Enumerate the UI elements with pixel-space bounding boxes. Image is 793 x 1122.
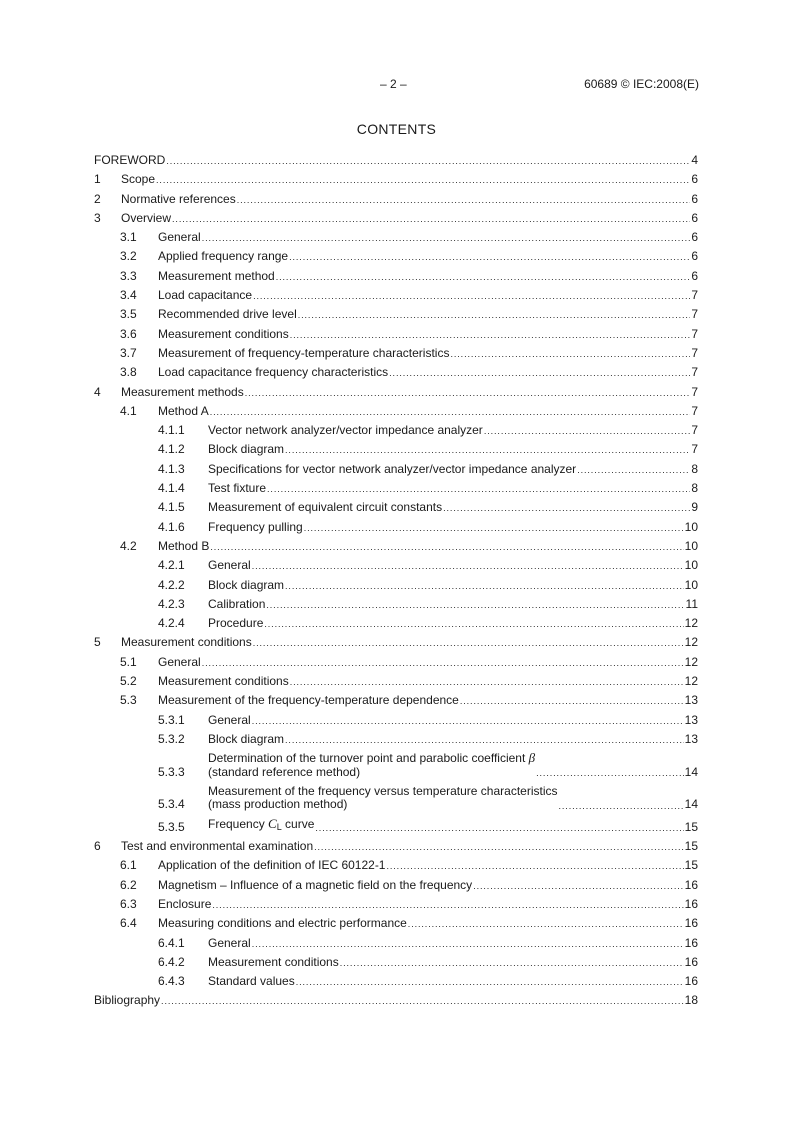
toc-entry[interactable]: [94, 269, 698, 283]
dot-leader: [577, 464, 690, 476]
toc-entry-number: 6.4.2: [158, 954, 185, 969]
toc-entry-title: Measurement conditions: [208, 954, 339, 969]
dot-leader: [484, 425, 691, 437]
toc-entry-number: 4.1.5: [158, 500, 185, 515]
toc-entry-page: 6: [691, 268, 698, 283]
dot-leader: [156, 174, 690, 186]
toc-entry-page: 7: [691, 384, 698, 399]
toc-entry-page: 16: [684, 896, 698, 911]
toc-entry-title: Measurement of equivalent circuit constants: [208, 500, 443, 515]
dot-leader: [172, 213, 690, 225]
dot-leader: [161, 995, 684, 1007]
toc-entry-page: 13: [684, 712, 698, 727]
toc-entry[interactable]: [94, 955, 698, 969]
toc-entry-title: Measurement conditions: [158, 674, 289, 689]
toc-entry[interactable]: [94, 858, 698, 872]
toc-entry-title: Normative references: [121, 191, 236, 206]
toc-entry[interactable]: [94, 713, 698, 727]
toc-entry-page: 18: [684, 993, 698, 1008]
toc-entry-page: 10: [684, 538, 698, 553]
toc-entry-title: Load capacitance: [158, 288, 253, 303]
toc-entry-page: 6: [691, 191, 698, 206]
dot-leader: [315, 822, 683, 834]
toc-entry-title: Method A: [158, 403, 209, 418]
dot-leader: [386, 860, 683, 872]
toc-entry-number: 4.1.4: [158, 481, 185, 496]
toc-entry-page: 15: [684, 839, 698, 854]
toc-entry-title: General: [158, 654, 201, 669]
toc-entry-number: 5.1: [120, 654, 137, 669]
toc-entry-page: 6: [691, 172, 698, 187]
toc-entry-page: 15: [684, 819, 698, 834]
toc-entry-page: 12: [684, 654, 698, 669]
dot-leader: [314, 841, 684, 853]
dot-leader: [253, 290, 690, 302]
toc-entry-number: 3.2: [120, 249, 137, 264]
toc-entry-title: Measurement conditions: [158, 326, 289, 341]
dot-leader: [252, 938, 684, 950]
dot-leader: [473, 880, 683, 892]
toc-entry-number: 5.3.2: [158, 731, 185, 746]
dot-leader: [290, 329, 691, 341]
toc-entry-page: 7: [691, 288, 698, 303]
toc-entry[interactable]: [94, 916, 698, 930]
toc-entry[interactable]: [94, 385, 698, 399]
toc-entry-title: Block diagram: [208, 731, 285, 746]
toc-entry-page: 14: [684, 797, 698, 811]
toc-entry-page: 4: [691, 153, 698, 167]
toc-entry-number: 4.1.2: [158, 442, 185, 457]
toc-entry-title: Standard values: [208, 974, 295, 989]
toc-entry[interactable]: [94, 897, 698, 911]
toc-entry-page: 13: [684, 731, 698, 746]
toc-entry[interactable]: [94, 839, 698, 853]
toc-entry[interactable]: [94, 500, 698, 514]
toc-entry-title: Bibliography: [94, 993, 161, 1008]
toc-entry[interactable]: [94, 481, 698, 495]
toc-entry-number: 5.3.4: [158, 797, 185, 811]
toc-entry[interactable]: [94, 288, 698, 302]
toc-entry[interactable]: [94, 404, 698, 418]
toc-entry-title: Block diagram: [208, 577, 285, 592]
dot-leader: [443, 502, 690, 514]
toc-entry-number: 6.4: [120, 916, 137, 931]
dot-leader: [304, 522, 684, 534]
toc-entry-page: 10: [684, 519, 698, 534]
toc-entry[interactable]: [94, 674, 698, 688]
toc-entry-title: Measurement conditions: [121, 635, 252, 650]
dot-leader: [408, 918, 684, 930]
toc-entry-number: 4: [94, 384, 101, 399]
toc-entry-page: 12: [684, 616, 698, 631]
dot-leader: [210, 406, 691, 418]
toc-entry-title: Specifications for vector network analyzer/vector impedance analyzer: [208, 461, 577, 476]
dot-leader: [202, 657, 684, 669]
toc-entry-title: General: [208, 935, 251, 950]
toc-entry-page: 16: [684, 935, 698, 950]
toc-entry-page: 7: [691, 442, 698, 457]
toc-entry[interactable]: [94, 693, 698, 707]
standard-reference: 60689 © IEC:2008(E): [584, 77, 699, 91]
dot-leader: [460, 695, 684, 707]
toc-entry-number: 4.2.1: [158, 558, 185, 573]
toc-entry-page: 11: [685, 596, 698, 611]
toc-entry-number: 3.8: [120, 365, 137, 380]
dot-leader: [285, 734, 684, 746]
toc-entry-title: Recommended drive level: [158, 307, 297, 322]
toc-entry[interactable]: [94, 817, 698, 834]
toc-entry[interactable]: [94, 558, 698, 572]
toc-entry[interactable]: [94, 616, 698, 630]
dot-leader: [296, 976, 684, 988]
toc-entry-page: 7: [691, 326, 698, 341]
toc-entry-page: 6: [691, 249, 698, 264]
table-of-contents: [94, 153, 698, 1013]
dot-leader: [212, 899, 683, 911]
dot-leader: [210, 541, 683, 553]
dot-leader: [166, 155, 690, 167]
dot-leader: [536, 767, 684, 779]
toc-entry-title: Measuring conditions and electric performance: [158, 916, 407, 931]
toc-entry[interactable]: [94, 423, 698, 437]
toc-entry-number: 6.4.1: [158, 935, 185, 950]
toc-entry-title: Frequency pulling: [208, 519, 303, 534]
toc-entry-number: 4.1.1: [158, 423, 185, 438]
dot-leader: [237, 194, 691, 206]
toc-entry-number: 5: [94, 635, 101, 650]
toc-entry-number: 4.1.6: [158, 519, 185, 534]
toc-entry-number: 4.2.4: [158, 616, 185, 631]
toc-entry-number: 4.2: [120, 538, 137, 553]
toc-entry-title: Measurement of the frequency versus temperature characteristics (mass production method): [208, 783, 558, 811]
dot-leader: [289, 251, 690, 263]
toc-entry-title: Calibration: [208, 596, 266, 611]
toc-entry-title: Measurement methods: [121, 384, 244, 399]
toc-entry-title: Frequency $C_L$ curve: [208, 815, 315, 832]
toc-entry-title: Determination of the turnover point and parabolic coefficient β (standard reference method): [208, 750, 536, 779]
toc-entry-page: 7: [691, 307, 698, 322]
toc-entry[interactable]: [94, 307, 698, 321]
toc-entry[interactable]: [94, 442, 698, 456]
toc-entry-number: 5.3: [120, 693, 137, 708]
toc-entry-number: 5.3.1: [158, 712, 185, 727]
dot-leader: [267, 483, 690, 495]
toc-entry-number: 6.1: [120, 858, 137, 873]
toc-entry-title: Measurement of frequency-temperature characteristics: [158, 345, 450, 360]
toc-entry-title: Scope: [121, 172, 156, 187]
toc-entry[interactable]: [94, 153, 698, 167]
dot-leader: [252, 560, 684, 572]
toc-entry-title: General: [158, 230, 201, 245]
dot-leader: [285, 580, 684, 592]
toc-entry-page: 16: [684, 916, 698, 931]
toc-entry[interactable]: [94, 462, 698, 476]
toc-entry-number: 6: [94, 839, 101, 854]
toc-entry-title: Measurement method: [158, 268, 275, 283]
toc-entry-number: 4.1.3: [158, 461, 185, 476]
toc-entry[interactable]: [94, 520, 698, 534]
toc-entry-title: FOREWORD: [94, 153, 166, 167]
toc-entry-page: 8: [691, 481, 698, 496]
dot-leader: [202, 232, 691, 244]
toc-entry[interactable]: [94, 539, 698, 553]
toc-entry-page: 7: [691, 423, 698, 438]
toc-entry[interactable]: [94, 751, 698, 779]
toc-entry-number: 4.2.3: [158, 596, 185, 611]
toc-entry-number: 4.2.2: [158, 577, 185, 592]
toc-entry-title: Block diagram: [208, 442, 285, 457]
toc-entry[interactable]: [94, 635, 698, 649]
dot-leader: [340, 957, 684, 969]
dot-leader: [389, 367, 690, 379]
toc-entry-title: Load capacitance frequency characteristics: [158, 365, 389, 380]
toc-entry[interactable]: [94, 878, 698, 892]
toc-entry-page: 9: [691, 500, 698, 515]
toc-entry-title: Vector network analyzer/vector impedance analyzer: [208, 423, 483, 438]
toc-entry-title: Measurement of the frequency-temperature dependence: [158, 693, 459, 708]
toc-entry[interactable]: [94, 172, 698, 186]
toc-entry-page: 6: [691, 230, 698, 245]
dot-leader: [245, 387, 691, 399]
toc-entry-number: 6.2: [120, 877, 137, 892]
toc-entry-title: Application of the definition of IEC 60122-1: [158, 858, 386, 873]
toc-entry[interactable]: [94, 230, 698, 244]
toc-entry[interactable]: [94, 578, 698, 592]
toc-entry-title: General: [208, 712, 251, 727]
toc-entry-number: 3.4: [120, 288, 137, 303]
toc-entry-page: 14: [684, 764, 698, 779]
toc-entry-page: 7: [691, 403, 698, 418]
toc-entry-title: Enclosure: [158, 896, 212, 911]
toc-entry[interactable]: [94, 936, 698, 950]
dot-leader: [266, 599, 684, 611]
toc-entry-page: 7: [691, 365, 698, 380]
toc-entry[interactable]: [94, 597, 698, 611]
toc-entry-number: 6.3: [120, 896, 137, 911]
toc-entry-page: 7: [691, 345, 698, 360]
toc-entry-number: 3.1: [120, 230, 137, 245]
toc-entry-number: 3.5: [120, 307, 137, 322]
toc-entry-page: 16: [684, 954, 698, 969]
toc-entry-number: 3.6: [120, 326, 137, 341]
toc-entry[interactable]: [94, 249, 698, 263]
toc-entry-page: 8: [691, 461, 698, 476]
toc-entry[interactable]: [94, 327, 698, 341]
page-title: CONTENTS: [356, 121, 437, 137]
toc-entry-page: 10: [684, 577, 698, 592]
toc-entry-number: 5.2: [120, 674, 137, 689]
toc-entry[interactable]: [94, 732, 698, 746]
toc-entry-page: 15: [684, 858, 698, 873]
toc-entry-title: Procedure: [208, 616, 264, 631]
dot-leader: [264, 618, 683, 630]
toc-entry-title: Overview: [121, 210, 172, 225]
toc-entry[interactable]: [94, 211, 698, 225]
toc-entry[interactable]: [94, 365, 698, 379]
toc-entry[interactable]: [94, 785, 698, 812]
toc-entry-number: 3.3: [120, 268, 137, 283]
dot-leader: [253, 637, 684, 649]
toc-entry[interactable]: [94, 346, 698, 360]
toc-entry-page: 12: [684, 635, 698, 650]
toc-entry-page: 12: [684, 674, 698, 689]
toc-entry-page: 13: [684, 693, 698, 708]
toc-entry-number: 3.7: [120, 345, 137, 360]
dot-leader: [450, 348, 690, 360]
toc-entry-number: 5.3.5: [158, 819, 185, 834]
toc-entry-title: Magnetism – Influence of a magnetic field on the frequency: [158, 877, 473, 892]
dot-leader: [559, 800, 684, 812]
toc-entry[interactable]: [94, 974, 698, 988]
dot-leader: [276, 271, 691, 283]
toc-entry-number: 1: [94, 172, 101, 187]
dot-leader: [285, 444, 690, 456]
page-number: – 2 –: [380, 77, 407, 91]
toc-entry-page: 16: [684, 877, 698, 892]
toc-entry-title: Method B: [158, 538, 210, 553]
toc-entry-page: 16: [684, 974, 698, 989]
dot-leader: [298, 309, 691, 321]
toc-entry-title: Applied frequency range: [158, 249, 289, 264]
toc-entry-title: General: [208, 558, 251, 573]
toc-entry-page: 10: [684, 558, 698, 573]
toc-entry-page: 6: [691, 210, 698, 225]
dot-leader: [290, 676, 684, 688]
toc-entry-number: 6.4.3: [158, 974, 185, 989]
toc-entry[interactable]: [94, 655, 698, 669]
toc-entry[interactable]: [94, 993, 698, 1007]
toc-entry-number: 2: [94, 191, 101, 206]
toc-entry-title: Test fixture: [208, 481, 267, 496]
toc-entry-number: 5.3.3: [158, 764, 185, 779]
toc-entry-number: 4.1: [120, 403, 137, 418]
toc-entry-number: 3: [94, 210, 101, 225]
toc-entry-title: Test and environmental examination: [121, 839, 314, 854]
dot-leader: [252, 715, 684, 727]
toc-entry[interactable]: [94, 192, 698, 206]
